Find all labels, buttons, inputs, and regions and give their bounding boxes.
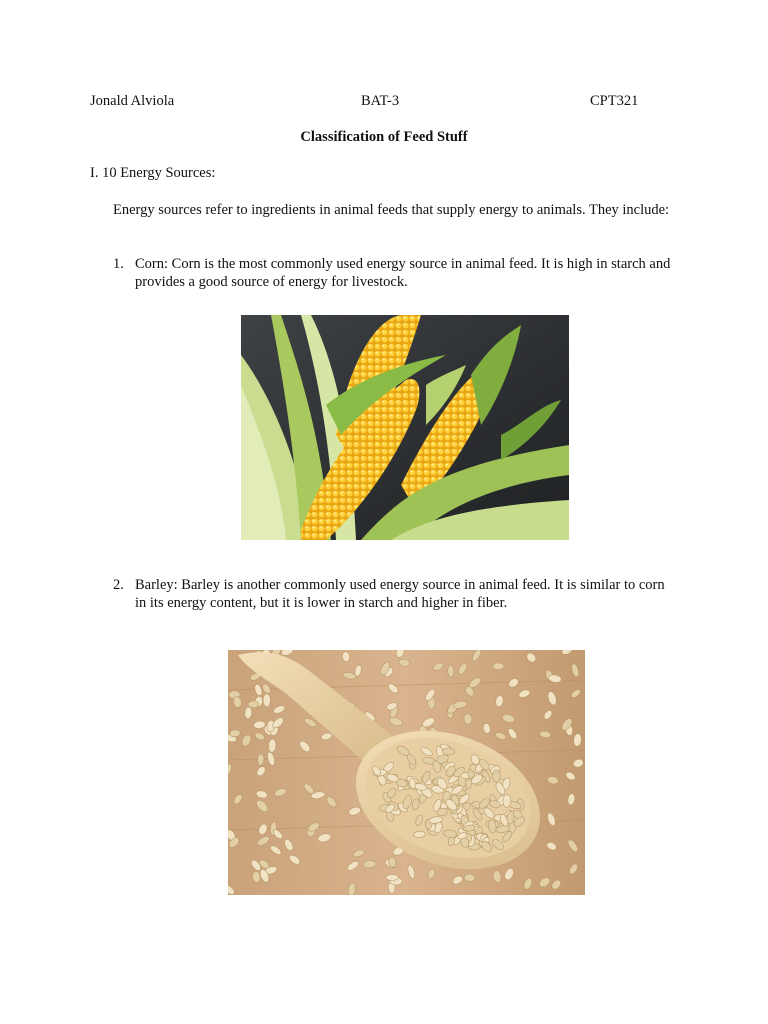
list-item-text: Corn: Corn is the most commonly used energy source in animal feed. It is high in starch and provides a good source of energy for livestock. (135, 256, 671, 290)
barley-photo (228, 650, 585, 895)
intro-paragraph: Energy sources refer to ingredients in animal feeds that supply energy to animals. They include: (113, 202, 670, 218)
list-number: 2. (113, 577, 124, 593)
section-heading: I. 10 Energy Sources: (90, 165, 216, 181)
list-item-text: Barley: Barley is another commonly used energy source in animal feed. It is similar to corn in its energy content, but it is lower in starch and higher in fiber. (135, 577, 665, 611)
corn-photo (241, 315, 569, 540)
list-number: 1. (113, 256, 124, 272)
document-title: Classification of Feed Stuff (300, 129, 468, 145)
author-name: Jonald Alviola (90, 93, 175, 109)
list-item-barley (113, 576, 673, 612)
list-item-corn (113, 255, 673, 291)
course-code: CPT321 (590, 93, 639, 109)
section-code: BAT-3 (361, 93, 400, 109)
